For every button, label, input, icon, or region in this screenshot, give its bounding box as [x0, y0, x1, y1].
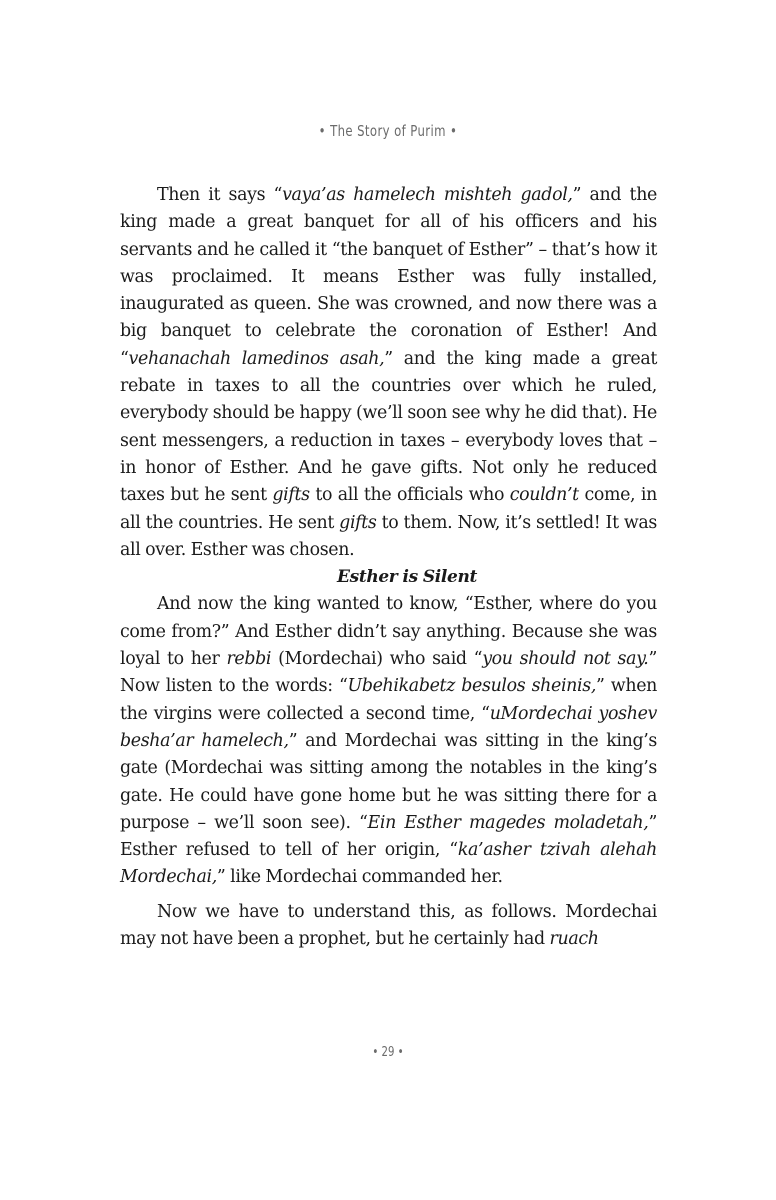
emphasis: couldn’t: [509, 485, 579, 506]
emphasis: rebbi: [226, 649, 272, 670]
transliteration: uMordechai yoshev besha’ar hamelech,: [120, 703, 657, 751]
text-run: And now the king wanted to know, “Esther, where do you come from?” And Esther didn’t say anything. Because she was loyal to her: [120, 594, 657, 670]
text-run: ” like Mordechai commanded her.: [216, 867, 503, 888]
text-run: (Mordechai) who said “: [271, 649, 483, 670]
paragraph: [120, 899, 657, 954]
text-run: come, in all the countries. He sent: [120, 485, 657, 533]
emphasis: gifts: [272, 485, 310, 506]
emphasis: gifts: [339, 512, 377, 533]
text-run: ” and the king made a great rebate in taxes to all the countries over which he ruled, everybody should be happy (we’ll soon see why he did that). He sent messengers, a reduction in taxes – everybody loves that – in honor of Esther. And he gave gifts. Not only he reduced taxes but he sent: [120, 348, 657, 506]
text-run: ” when the virgins were collected a second time, “: [120, 676, 657, 724]
transliteration: Ubehikabetz besulos sheinis,: [347, 676, 596, 697]
transliteration: vaya’as hamelech mishteh gadol,: [282, 185, 573, 205]
paragraph: [120, 591, 657, 891]
transliteration: Ein Esther magedes moladetah,: [367, 812, 649, 833]
transliteration: vehanachah lamedinos asah,: [128, 348, 385, 369]
section-heading: Esther is Silent: [336, 567, 477, 588]
paragraph: [120, 182, 657, 564]
body-text: [120, 182, 657, 953]
running-head: • The Story of Purim •: [318, 122, 458, 140]
transliteration: ka’asher tzivah alehah Mordechai,: [120, 840, 657, 888]
text-run: Then it says “: [157, 185, 283, 205]
text-run: ” and the king made a great banquet for all of his officers and his servants and he called it “the banquet of Esther” – that’s how it was proclaimed. It means Esther was fully installed, inaugurated as queen. She was crowned, and now there was a big banquet to celebrate the coronation of Esther! And “: [120, 185, 657, 369]
page-number: • 29 •: [372, 1045, 404, 1060]
transliteration: ruach: [549, 929, 599, 950]
emphasis: you should not say.: [482, 649, 649, 670]
text-run: ” Esther refused to tell of her origin, “: [120, 812, 657, 861]
text-run: to all the officials who: [309, 485, 510, 506]
text-run: Now we have to understand this, as follows. Mordechai may not have been a prophet, but he certainly had: [120, 901, 657, 950]
text-run: ” Now listen to the words: “: [120, 649, 658, 697]
text-run: ” and Mordechai was sitting in the king’s gate (Mordechai was sitting among the notables in the king’s gate. He could have gone home but he was sitting there for a purpose – we’ll soon see). “: [120, 730, 657, 833]
text-run: to them. Now, it’s settled! It was all over. Esther was chosen.: [120, 512, 657, 560]
